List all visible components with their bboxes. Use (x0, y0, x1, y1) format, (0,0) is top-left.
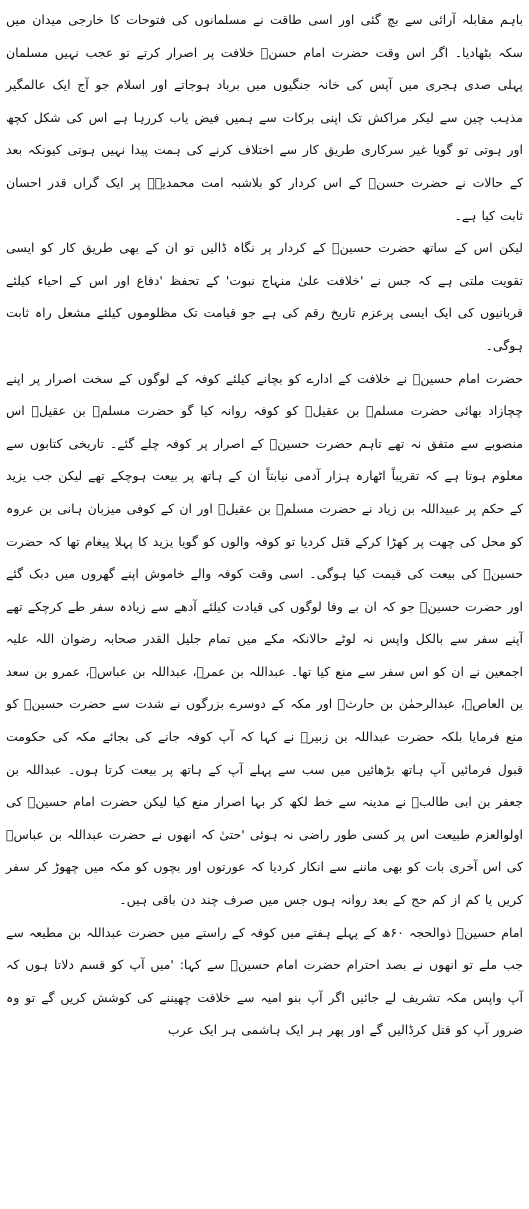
paragraph-2: لیکن اس کے ساتھ حضرت حسینؓ کے کردار پر نگاہ ڈالیں تو ان کے بھی طریق کار کو ایسی تقویت ملتی ہے کہ جس نے 'خلافت علیٰ منہاج نبوت' کے تحفظ 'دفاع اور اس کے احیاء کیلئے قربانیوں کی ایک ایسی پرعزم تاریخ رقم کی ہے جو قیامت تک مظلوموں کیلئے مشعل راہ ثابت ہوگی۔ (6, 240, 523, 353)
paragraph-3: حضرت امام حسینؓ نے خلافت کے ادارے کو بچانے کیلئے کوفہ کے لوگوں کے سخت اصرار پر اپنے چچازاد بھائی حضرت مسلمؓ بن عقیلؓ کو کوفہ روانہ کیا گو حضرت مسلمؓ بن عقیلؓ اس منصوبے سے متفق نہ تھے تاہم حضرت حسینؓ کے اصرار پر کوفہ چلے گئے۔ تاریخی کتابوں سے معلوم ہوتا ہے کہ تقریباً اٹھارہ ہزار آدمی نیابتاً ان کے ہاتھ پر بیعت ہوچکے تھے لیکن جب یزید کے حکم پر عبیداللہ بن زیاد نے حضرت مسلمؓ بن عقیلؓ اور ان کے کوفی میزبان ہانی بن عروہ کو محل کی چھت پر کھڑا کرکے قتل کردیا تو کوفہ والوں کو گویا یزید کا پہلا پیغام تھا کہ حضرت حسینؓ کی بیعت کی قیمت کیا ہوگی۔ اسی وقت کوفہ والے خاموش اپنے گھروں میں دبک گئے اور حضرت حسینؓ جو کہ ان بے وفا لوگوں کی قیادت کیلئے آدھے سے زیادہ سفر طے کرچکے تھے آپنے سفر سے بالکل واپس نہ لوٹے حالانکہ مکے میں تمام جلیل القدر صحابہ رضوان اللہ علیہ اجمعین نے ان کو اس سفر سے منع کیا تھا۔ عبداللہ بن عمرؓ، عبداللہ بن عباسؓ، عمرو بن سعد بن العاصؓ، عبدالرحمٰن بن حارثؓ اور مکہ کے دوسرے بزرگوں نے شدت سے حضرت حسینؓ کو منع فرمایا بلکہ حضرت عبداللہ بن زبیرؓ نے کہا کہ آپ کوفہ جانے کی بجائے مکہ کی حکومت قبول فرمائیں آپ ہاتھ بڑھائیں میں سب سے پہلے آپ کے ہاتھ پر بیعت کرتا ہوں۔ عبداللہ بن جعفر بن ابی طالبؓ نے مدینہ سے خط لکھ کر بہا اصرار منع کیا لیکن حضرت امام حسینؓ کی اولوالعزم طبیعت اس پر کسی طور راضی نہ ہوئی 'حتیٰ کہ انھوں نے حضرت عبداللہ بن عباسؓ کی اس آخری بات کو بھی ماننے سے انکار کردیا کہ عورتوں اور بچوں کو مکہ میں چھوڑ کر سفر کریں یا کم از کم حج کے بعد روانہ ہوں جس میں صرف چند دن باقی ہیں۔ (6, 370, 523, 908)
paragraph-1: باہم مقابلہ آرائی سے بچ گئی اور اسی طاقت نے مسلمانوں کی فتوحات کا خارجی میدان میں سکہ بٹھادیا۔ اگر اس وقت حضرت امام حسنؓ خلافت پر اصرار کرتے تو عجب نہیں مسلمان پہلی صدی ہجری میں آپس کی خانہ جنگیوں میں برباد ہوجاتے اور اسلام جو آج ایک عالمگیر مذہب چین سے لیکر مراکش تک اپنی برکات سے ہمیں فیض یاب کررہا ہے اس کی شکل کچھ اور ہوتی تو گویا غیر سرکاری طریق کار سے اختلاف کرنے کی ہمت پیدا نہیں ہوتی کیونکہ بعد کے حالات نے حضرت حسنؓ کے اس کردار کو بلاشبہ امت محمدیہؐ پر ایک گراں قدر احسان ثابت کیا ہے۔ (6, 12, 523, 223)
paragraph-4: امام حسینؓ ذوالحجہ ۶۰ھ کے پہلے ہفتے میں کوفہ کے راستے میں حضرت عبداللہ بن مطیعہ سے جب ملے تو انھوں نے بصد احترام حضرت امام حسینؓ سے کہا: 'میں آپ کو قسم دلاتا ہوں کہ آپ واپس مکہ تشریف لے جائیں اگر آپ بنو امیہ سے خلافت چھیننے کی کوشش کریں گے تو وہ ضرور آپ کو قتل کرڈالیں گے اور پھر ہر ایک ہاشمی ہر ایک عرب (6, 924, 523, 1038)
